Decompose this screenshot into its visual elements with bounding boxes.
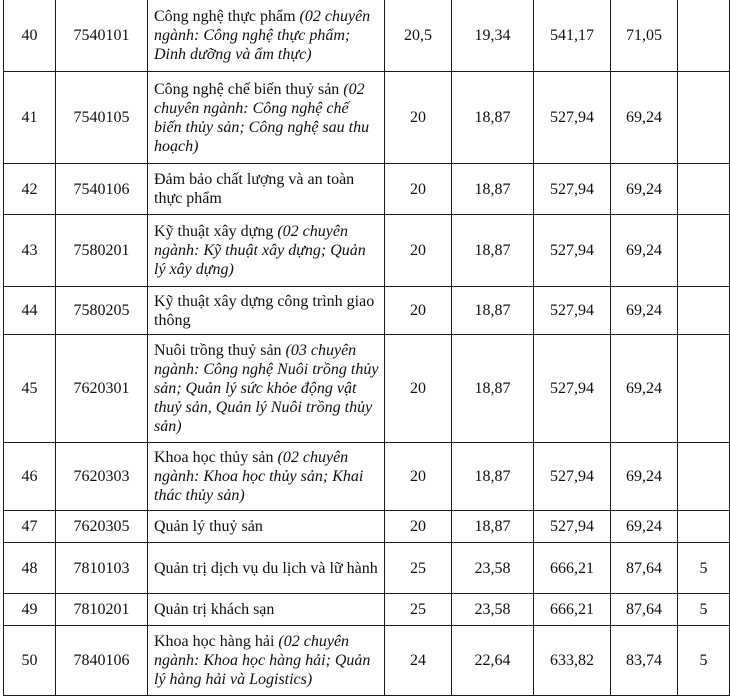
table-row bbox=[4, 543, 730, 594]
score-cell: 19,34 bbox=[452, 0, 534, 72]
row-number: 43 bbox=[4, 215, 56, 287]
program-name-cell bbox=[148, 511, 385, 543]
table-row bbox=[4, 626, 730, 696]
program-code: 7810103 bbox=[56, 543, 148, 594]
score-cell: 87,64 bbox=[611, 594, 678, 626]
table-body bbox=[4, 0, 730, 696]
score-cell: 22,64 bbox=[452, 626, 534, 696]
program-name: Nuôi trồng thuỷ sản bbox=[154, 342, 282, 359]
score-cell: 527,94 bbox=[534, 287, 611, 335]
extra-cell bbox=[678, 0, 730, 72]
program-code: 7620305 bbox=[56, 511, 148, 543]
score-cell: 527,94 bbox=[534, 164, 611, 215]
program-name: Kỹ thuật xây dựng công trình giao thông bbox=[154, 292, 375, 329]
table-row bbox=[4, 443, 730, 511]
score-cell: 20 bbox=[385, 72, 452, 164]
program-specializations: (02 chuyên ngành: Kỹ thuật xây dựng; Quản lý xây dựng) bbox=[154, 223, 366, 278]
program-name: Khoa học hàng hải bbox=[154, 633, 275, 650]
table-row bbox=[4, 72, 730, 164]
row-number: 41 bbox=[4, 72, 56, 164]
score-cell: 69,24 bbox=[611, 72, 678, 164]
program-name: Công nghệ chế biến thuỷ sản bbox=[154, 80, 340, 98]
program-name: Kỹ thuật xây dựng bbox=[154, 223, 274, 240]
program-name: Đảm bảo chất lượng và an toàn thực phẩm bbox=[154, 171, 355, 207]
program-name-cell bbox=[148, 164, 385, 215]
program-name-cell bbox=[148, 443, 385, 511]
extra-cell bbox=[678, 287, 730, 335]
score-cell: 18,87 bbox=[452, 335, 534, 443]
score-cell: 25 bbox=[385, 594, 452, 626]
score-cell: 18,87 bbox=[452, 72, 534, 164]
table-row bbox=[4, 0, 730, 72]
score-cell: 23,58 bbox=[452, 543, 534, 594]
score-cell: 20 bbox=[385, 443, 452, 511]
program-specializations: (03 chuyên ngành: Công nghệ Nuôi trồng thủy sản; Quản lý sức khỏe động vật thuỷ sản, Quản lý Nuôi trồng thủy sản) bbox=[154, 342, 379, 435]
extra-cell bbox=[678, 72, 730, 164]
score-cell: 87,64 bbox=[611, 543, 678, 594]
score-cell: 69,24 bbox=[611, 215, 678, 287]
program-name-cell bbox=[148, 72, 385, 164]
score-cell: 527,94 bbox=[534, 215, 611, 287]
program-code: 7620303 bbox=[56, 443, 148, 511]
table-row bbox=[4, 287, 730, 335]
score-cell: 20,5 bbox=[385, 0, 452, 72]
program-name-cell bbox=[148, 594, 385, 626]
table-row bbox=[4, 215, 730, 287]
score-cell: 527,94 bbox=[534, 511, 611, 543]
table-row bbox=[4, 594, 730, 626]
row-number: 49 bbox=[4, 594, 56, 626]
score-cell: 69,24 bbox=[611, 335, 678, 443]
score-cell: 527,94 bbox=[534, 443, 611, 511]
program-name-cell bbox=[148, 626, 385, 696]
score-cell: 83,74 bbox=[611, 626, 678, 696]
program-specializations: (02 chuyên ngành: Khoa học thủy sản; Khai thác thủy sản) bbox=[154, 449, 364, 504]
program-code: 7580201 bbox=[56, 215, 148, 287]
row-number: 40 bbox=[4, 0, 56, 72]
score-cell: 24 bbox=[385, 626, 452, 696]
program-name-cell bbox=[148, 0, 385, 72]
score-cell: 18,87 bbox=[452, 164, 534, 215]
score-cell: 666,21 bbox=[534, 543, 611, 594]
program-code: 7810201 bbox=[56, 594, 148, 626]
score-cell: 18,87 bbox=[452, 511, 534, 543]
extra-cell bbox=[678, 335, 730, 443]
extra-cell bbox=[678, 443, 730, 511]
score-cell: 69,24 bbox=[611, 511, 678, 543]
extra-cell: 5 bbox=[678, 543, 730, 594]
extra-cell bbox=[678, 511, 730, 543]
program-code: 7620301 bbox=[56, 335, 148, 443]
program-specializations: (02 chuyên ngành: Khoa học hàng hải; Quản lý hàng hải và Logistics) bbox=[154, 633, 371, 688]
program-code: 7540105 bbox=[56, 72, 148, 164]
row-number: 45 bbox=[4, 335, 56, 443]
table-row bbox=[4, 164, 730, 215]
score-cell: 71,05 bbox=[611, 0, 678, 72]
admission-score-table bbox=[3, 0, 730, 696]
score-cell: 20 bbox=[385, 215, 452, 287]
score-cell: 69,24 bbox=[611, 287, 678, 335]
score-cell: 541,17 bbox=[534, 0, 611, 72]
score-cell: 20 bbox=[385, 511, 452, 543]
score-cell: 69,24 bbox=[611, 164, 678, 215]
score-cell: 69,24 bbox=[611, 443, 678, 511]
extra-cell: 5 bbox=[678, 594, 730, 626]
score-cell: 18,87 bbox=[452, 215, 534, 287]
score-cell: 20 bbox=[385, 335, 452, 443]
score-cell: 18,87 bbox=[452, 443, 534, 511]
program-name: Công nghệ thực phẩm bbox=[154, 8, 296, 25]
program-name: Quản trị khách sạn bbox=[154, 601, 275, 618]
score-cell: 527,94 bbox=[534, 335, 611, 443]
program-code: 7540101 bbox=[56, 0, 148, 72]
program-name-cell bbox=[148, 215, 385, 287]
program-code: 7840106 bbox=[56, 626, 148, 696]
program-name-cell bbox=[148, 543, 385, 594]
score-cell: 25 bbox=[385, 543, 452, 594]
program-specializations: (02 chuyên ngành: Công nghệ thực phẩm; Dinh dưỡng và ẩm thực) bbox=[154, 8, 371, 63]
row-number: 42 bbox=[4, 164, 56, 215]
row-number: 44 bbox=[4, 287, 56, 335]
score-cell: 527,94 bbox=[534, 72, 611, 164]
score-cell: 20 bbox=[385, 164, 452, 215]
program-specializations: (02 chuyên ngành: Công nghệ chế biến thủy sản; Công nghệ sau thu hoạch) bbox=[154, 80, 370, 155]
row-number: 46 bbox=[4, 443, 56, 511]
row-number: 50 bbox=[4, 626, 56, 696]
extra-cell bbox=[678, 215, 730, 287]
program-name: Quản lý thuỷ sản bbox=[154, 518, 263, 535]
program-name-cell bbox=[148, 335, 385, 443]
extra-cell: 5 bbox=[678, 626, 730, 696]
program-code: 7540106 bbox=[56, 164, 148, 215]
program-name: Quản trị dịch vụ du lịch và lữ hành bbox=[154, 559, 378, 577]
score-cell: 18,87 bbox=[452, 287, 534, 335]
table-row bbox=[4, 335, 730, 443]
row-number: 48 bbox=[4, 543, 56, 594]
program-name: Khoa học thủy sản bbox=[154, 449, 274, 466]
score-cell: 20 bbox=[385, 287, 452, 335]
program-code: 7580205 bbox=[56, 287, 148, 335]
table-row bbox=[4, 511, 730, 543]
extra-cell bbox=[678, 164, 730, 215]
score-cell: 633,82 bbox=[534, 626, 611, 696]
score-cell: 666,21 bbox=[534, 594, 611, 626]
row-number: 47 bbox=[4, 511, 56, 543]
score-cell: 23,58 bbox=[452, 594, 534, 626]
program-name-cell bbox=[148, 287, 385, 335]
